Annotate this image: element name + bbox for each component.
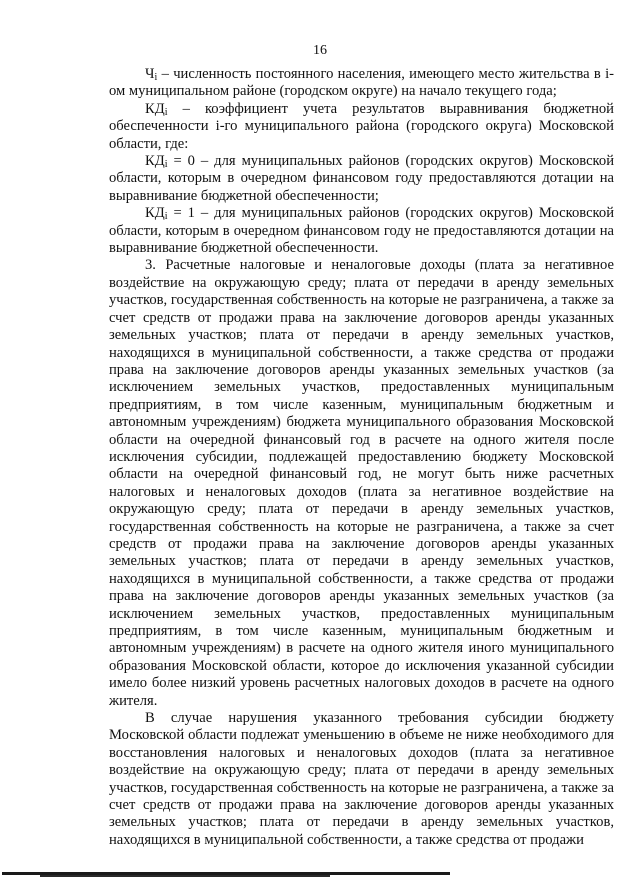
paragraph-violation: В случае нарушения указанного требования субсидии бюджету Московской области подлежат уменьшению в объеме не ниже необходимого для восстановления налоговых и неналоговых доходов (плата за негативное воздействие на окружающую среду; плата от передачи в аренду земельных участков, государственная собственность на которые не разграничена, а также за счет средств от продажи права на заключение договоров аренды указанных земельных участков; плата от передачи в аренду земельных участков, находящихся в муниципальной собственности, а также средства от продажи <box>109 710 614 848</box>
definition-population <box>109 66 614 101</box>
definition-text: = 1 – для муниципальных районов (городских округов) Московской области, которым в очередном финансовом году не предоставляются дотации на выравнивание бюджетной обеспеченности. <box>109 205 614 257</box>
symbol: КД <box>145 153 165 170</box>
scan-edge-line-lower <box>40 875 330 877</box>
definition-coefficient <box>109 101 614 153</box>
definition-text: – коэффициент учета результатов выравнивания бюджетной обеспеченности i-го муниципального района (городского округа) Московской области, где: <box>109 100 614 152</box>
symbol-subscript: i <box>164 159 168 171</box>
symbol: КД <box>145 100 165 117</box>
symbol: Ч <box>145 66 155 82</box>
symbol: КД <box>145 205 165 222</box>
symbol-subscript: i <box>154 72 158 83</box>
symbol-subscript: i <box>164 211 168 223</box>
paragraph-3: 3. Расчетные налоговые и неналоговые доходы (плата за негативное воздействие на окружающую среду; плата от передачи в аренду земельных участков, государственная собственность на которые не разграничена, а также за счет средств от продажи права на заключение договоров аренды указанных земельных участков; плата от передачи в аренду земельных участков, находящихся в муниципальной собственности, а также средства от продажи права на заключение договоров аренды указанных земельных участков (за исключением земельных участков, предоставленных муниципальным предприятиям, в том числе казенным, муниципальным бюджетным и автономным учреждениям) бюджета муниципального образования Московской области на очередной финансовый год в расчете на одного жителя после исключения субсидии, подлежащей предоставлению бюджету Московской области на очередной финансовый год, не могут быть ниже расчетных налоговых и неналоговых доходов (плата за негативное воздействие на окружающую среду; плата от передачи в аренду земельных участков, государственная собственность на которые не разграничена, а также за счет средств от продажи права на заключение договоров аренды указанных земельных участков; плата от передачи в аренду земельных участков, находящихся в муниципальной собственности, а также средства от продажи права на заключение договоров аренды указанных земельных участков (за исключением земельных участков, предоставленных муниципальным предприятиям, в том числе казенным, муниципальным бюджетным и автономным учреждениям) в расчете на одного жителя иного муниципального образования Московской области, которое до исключения указанной субсидии имело более низкий уровень расчетных налоговых доходов в расчете на одного жителя. <box>109 257 614 709</box>
symbol-subscript: i <box>164 106 168 118</box>
definition-text: – численность постоянного населения, имеющего место жительства в i-ом муниципальном районе (городском округе) на начало текущего года; <box>109 66 614 100</box>
definition-coefficient-zero <box>109 153 614 205</box>
page-number: 16 <box>313 43 327 58</box>
definition-text: = 0 – для муниципальных районов (городских округов) Московской области, которым в очередном финансовом году предоставляются дотации на выравнивание бюджетной обеспеченности; <box>109 153 614 204</box>
document-body <box>109 66 614 849</box>
definition-coefficient-one <box>109 205 614 257</box>
